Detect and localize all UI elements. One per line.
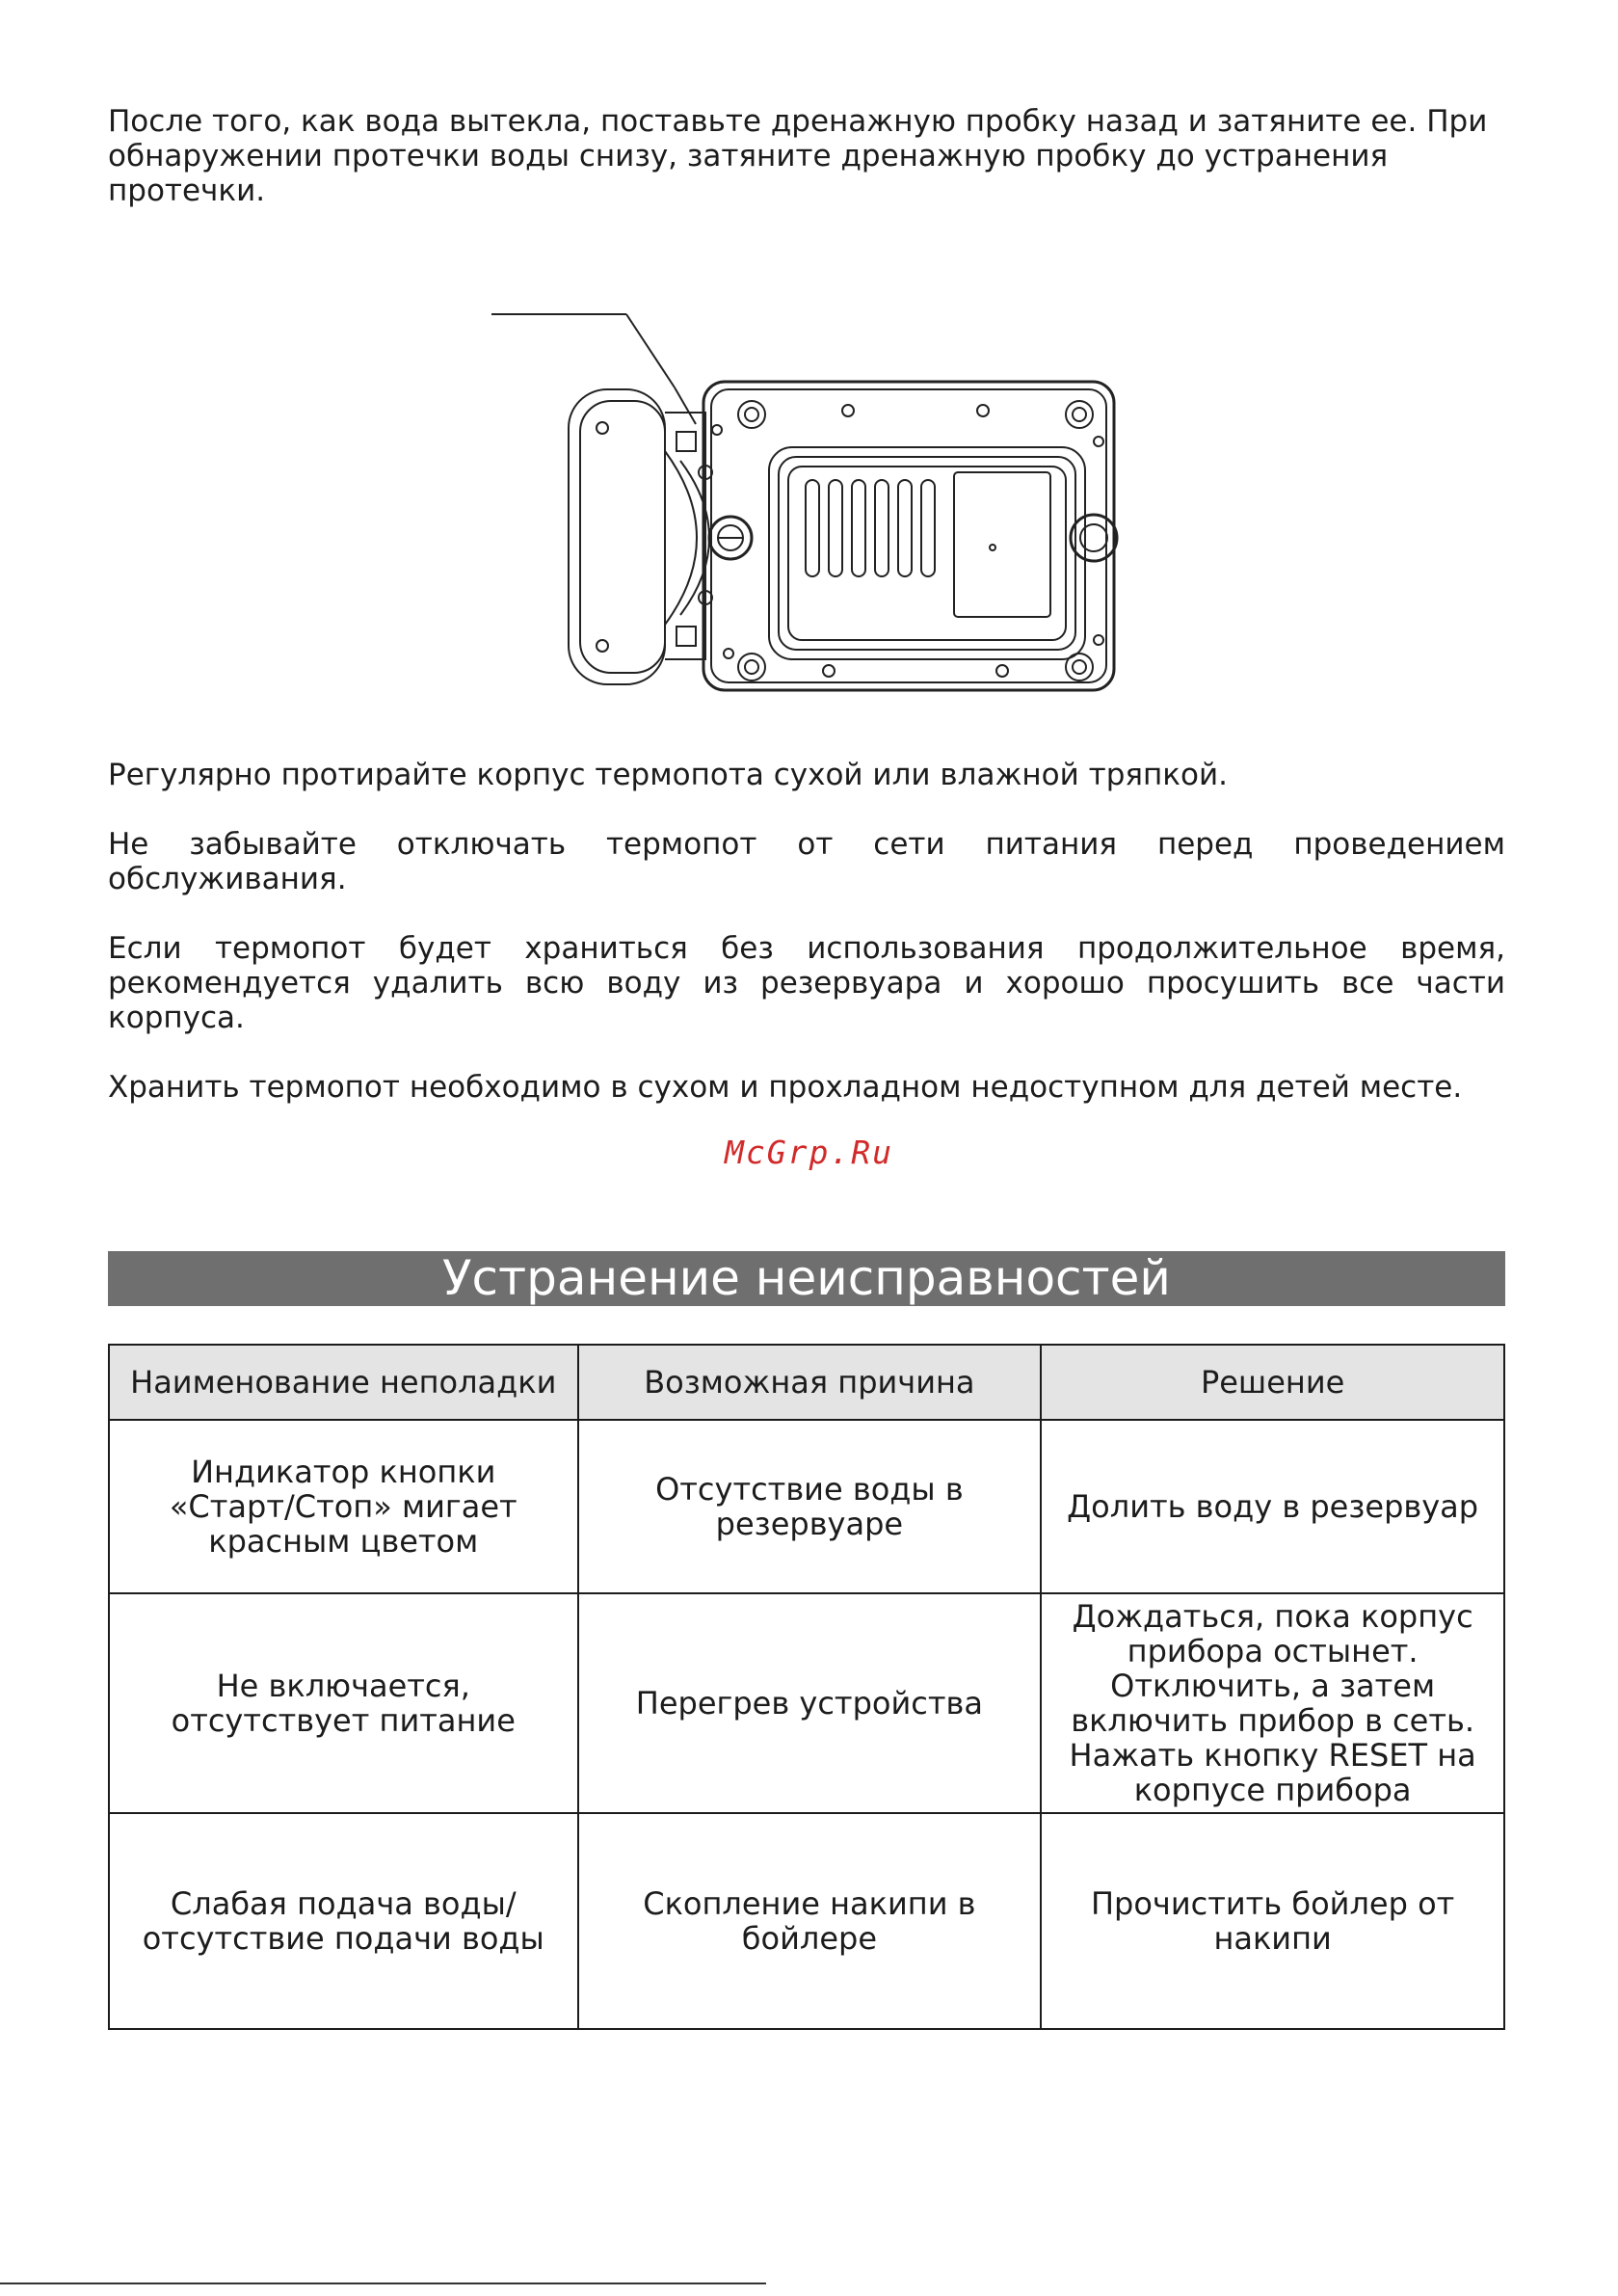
troubleshooting-table [108,1344,1505,2030]
care-paragraph-1: Регулярно протирайте корпус термопота сухой или влажной тряпкой. [108,758,1228,792]
table-header-row [109,1345,1504,1420]
cell-problem: Слабая подача воды/отсутствие подачи воды [109,1813,578,2029]
cell-solution: Прочистить бойлер от накипи [1041,1813,1504,2029]
care-paragraph-4: Хранить термопот необходимо в сухом и прохладном недоступном для детей месте. [108,1070,1463,1105]
care-paragraph-2: Не забывайте отключать термопот от сети питания перед проведением обслуживания. [108,827,1505,896]
table-row [109,1593,1504,1813]
watermark: McGrp.Ru [725,1134,893,1171]
drain-plug-diagram [482,307,1147,709]
drain-plug-bottom-view-diagram-icon [491,314,1117,690]
cell-problem: Индикатор кнопки «Старт/Стоп» мигает красным цветом [109,1420,578,1593]
header-cause: Возможная причина [578,1345,1042,1420]
header-solution: Решение [1041,1345,1504,1420]
cell-cause: Отсутствие воды в резервуаре [578,1420,1042,1593]
intro-paragraph: После того, как вода вытекла, поставьте дренажную пробку назад и затяните ее. При обнаружении протечки воды снизу, затяните дренажную пробку до устранения протечки. [108,104,1488,208]
care-paragraph-3: Если термопот будет храниться без использования продолжительное время, рекомендуется удалить всю воду из резервуара и хорошо просушить все части корпуса. [108,931,1505,1035]
table-row [109,1813,1504,2029]
cell-cause: Перегрев устройства [578,1593,1042,1813]
header-problem: Наименование неполадки [109,1345,578,1420]
footer-divider [0,2283,766,2284]
cell-problem: Не включается, отсутствует питание [109,1593,578,1813]
cell-solution: Долить воду в резервуар [1041,1420,1504,1593]
cell-cause: Скопление накипи в бойлере [578,1813,1042,2029]
cell-solution: Дождаться, пока корпус прибора остынет. Отключить, а затем включить прибор в сеть. Нажать кнопку RESET на корпусе прибора [1041,1593,1504,1813]
table-row [109,1420,1504,1593]
section-title: Устранение неисправностей [108,1251,1505,1306]
